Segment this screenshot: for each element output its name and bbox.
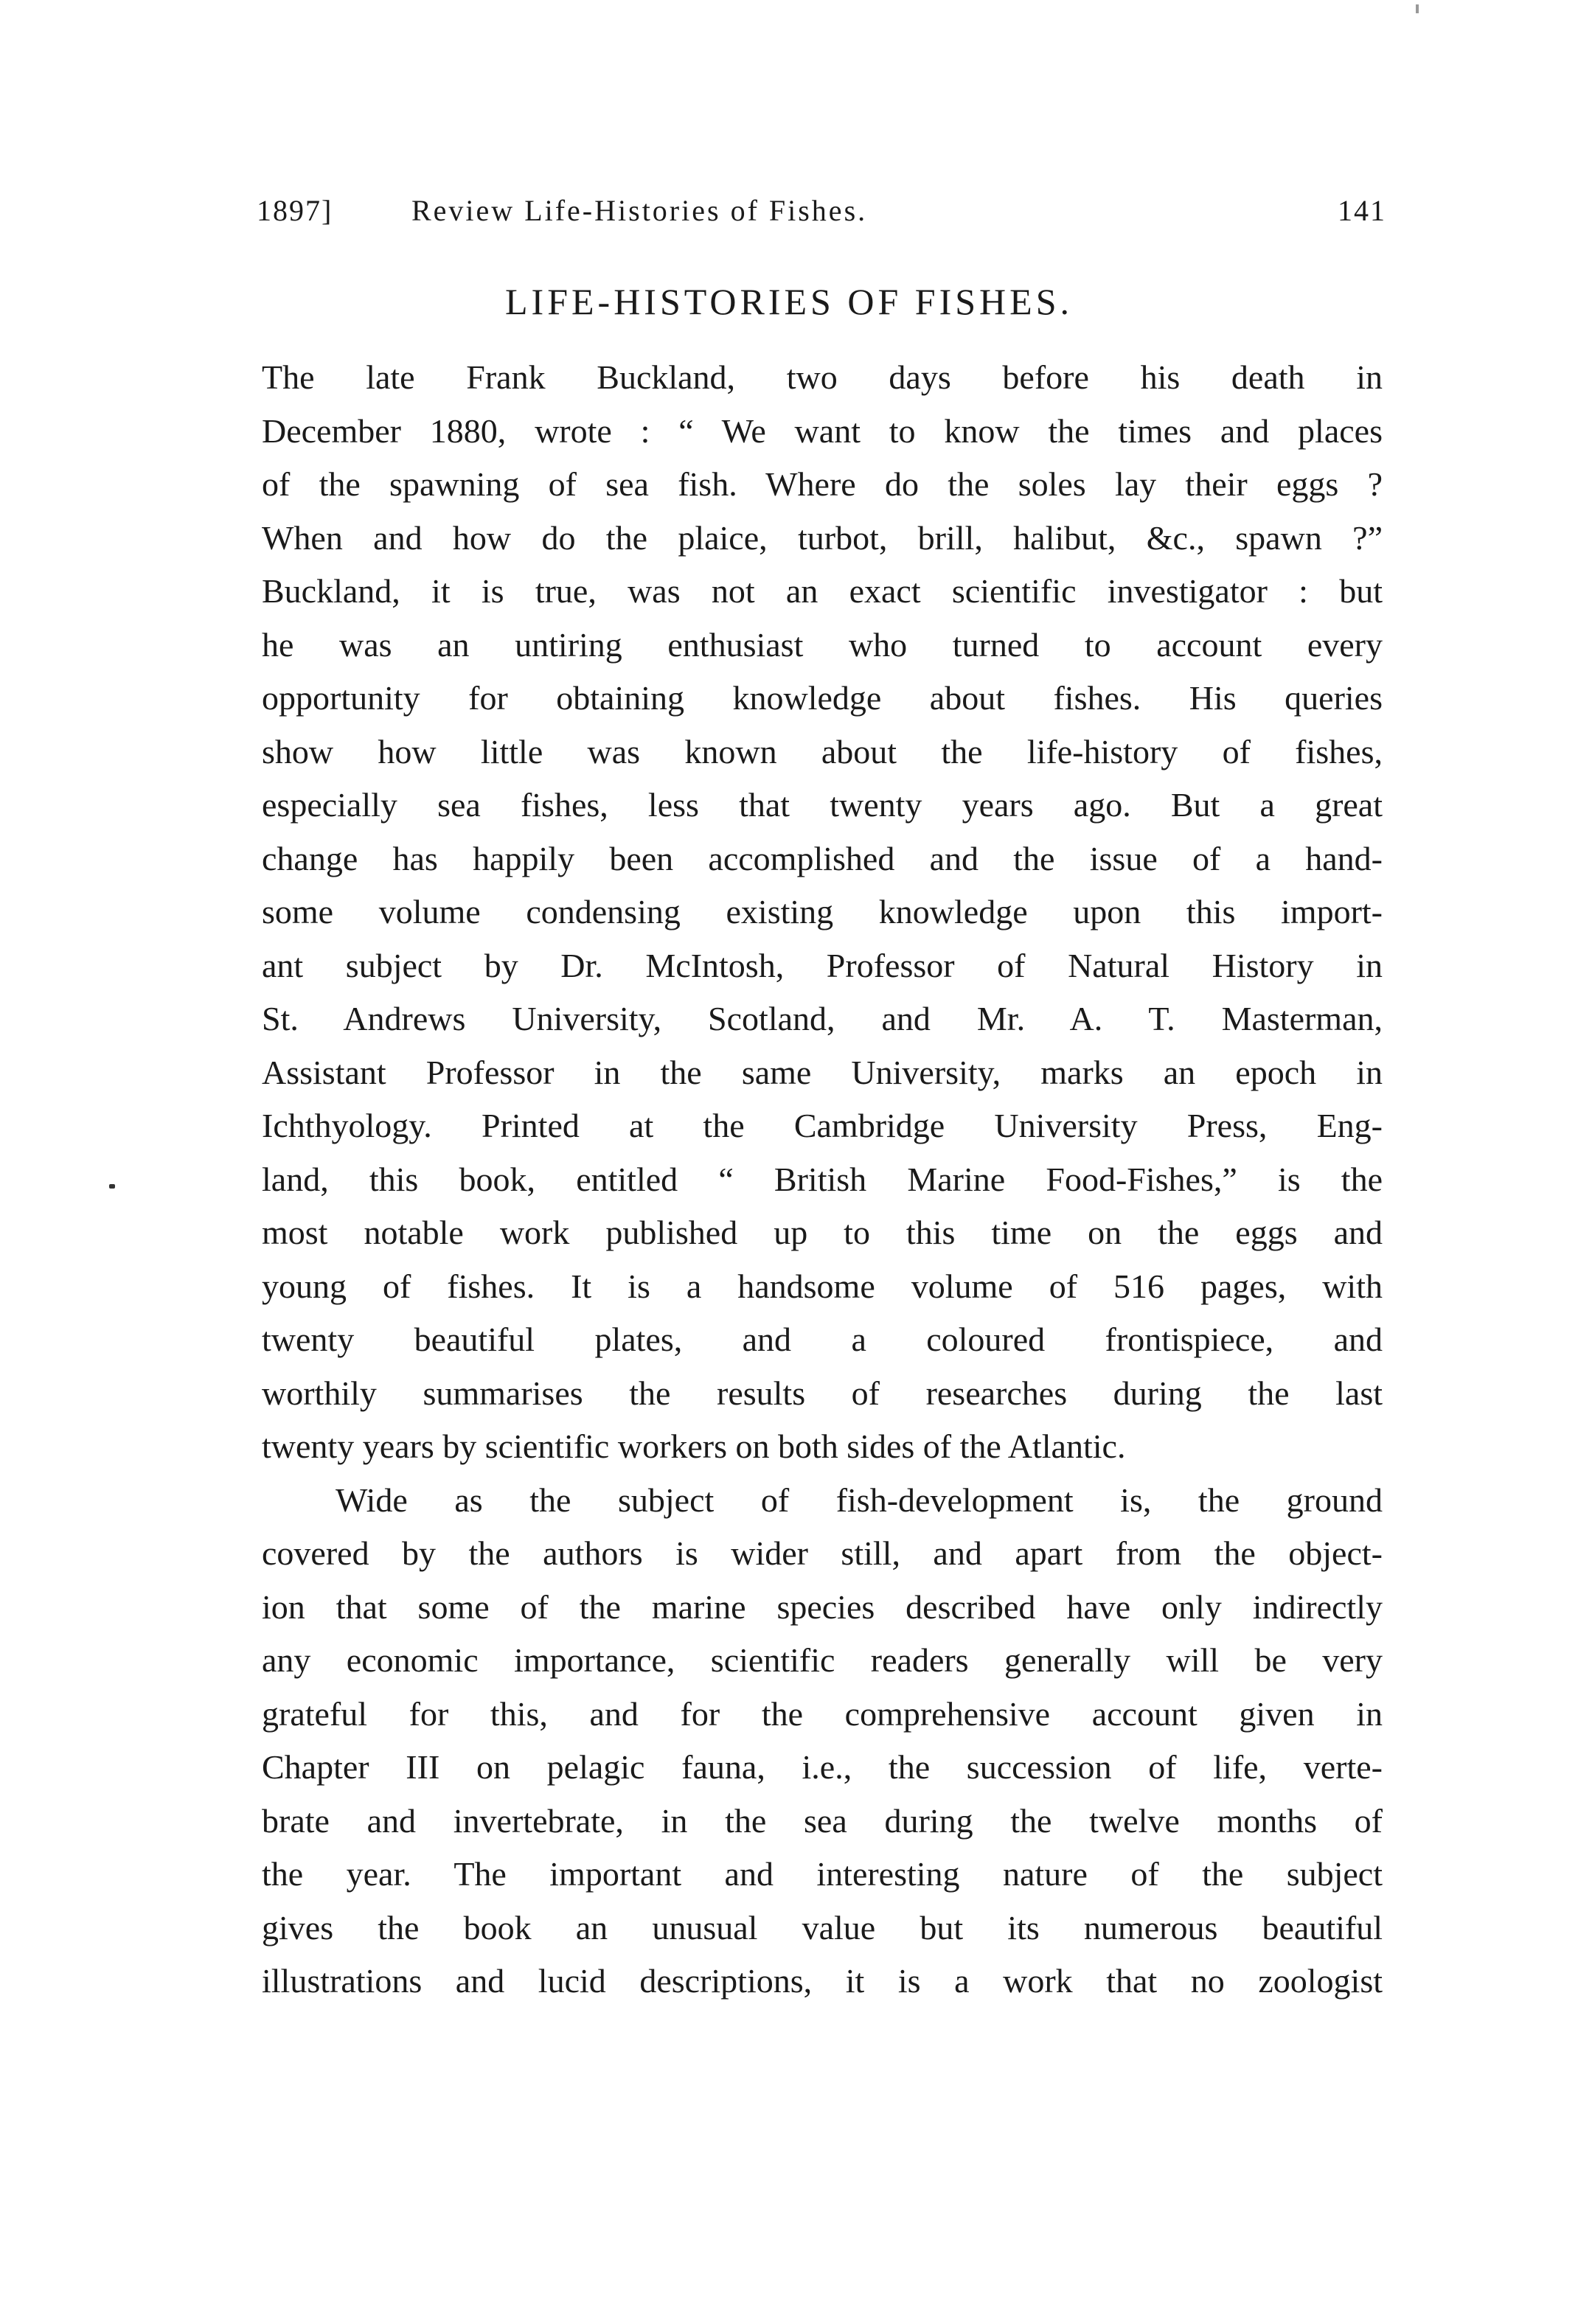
body-text bbox=[262, 351, 1383, 2008]
article-title: LIFE-HISTORIES OF FISHES. bbox=[505, 281, 1073, 322]
text-line: illustrations and lucid descriptions, it is a work that no zoologist bbox=[262, 1962, 1383, 2000]
text-line: he was an untiring enthusiast who turned to account every bbox=[262, 625, 1383, 664]
text-line: ant subject by Dr. McIntosh, Professor of Natural History in bbox=[262, 946, 1383, 984]
text-line: any economic importance, scientific readers generally will be very bbox=[262, 1641, 1383, 1679]
text-line: St. Andrews University, Scotland, and Mr. A. T. Masterman, bbox=[262, 1000, 1383, 1037]
text-line: Buckland, it is true, was not an exact scientific investigator : but bbox=[262, 572, 1383, 610]
text-line: young of fishes. It is a handsome volume of 516 pages, with bbox=[262, 1267, 1383, 1305]
text-line: change has happily been accomplished and the issue of a hand- bbox=[262, 839, 1383, 877]
text-line: When and how do the plaice, turbot, brill, halibut, &c., spawn ?” bbox=[262, 518, 1383, 557]
text-line: some volume condensing existing knowledge upon this import- bbox=[262, 893, 1383, 930]
text-line: twenty beautiful plates, and a coloured frontispiece, and bbox=[262, 1321, 1383, 1358]
text-line: of the spawning of sea fish. Where do the soles lay their eggs ? bbox=[262, 465, 1383, 503]
text-line: especially sea fishes, less that twenty years ago. But a great bbox=[262, 786, 1383, 824]
text-line: covered by the authors is wider still, and apart from the object- bbox=[262, 1534, 1383, 1572]
scan-mark bbox=[1416, 4, 1419, 13]
text-line: twenty years by scientific workers on both sides of the Atlantic. bbox=[262, 1427, 1126, 1465]
text-line: The late Frank Buckland, two days before his death in bbox=[262, 358, 1383, 396]
running-head-title: Review Life-Histories of Fishes. bbox=[411, 194, 868, 227]
text-line: worthily summarises the results of researches during the last bbox=[262, 1374, 1383, 1412]
text-line: Chapter III on pelagic fauna, i.e., the succession of life, verte- bbox=[262, 1748, 1383, 1786]
text-line: show how little was known about the life-history of fishes, bbox=[262, 732, 1383, 770]
margin-mark bbox=[109, 1184, 115, 1189]
text-line: land, this book, entitled “ British Marine Food-Fishes,” is the bbox=[262, 1160, 1383, 1198]
text-line: Ichthyology. Printed at the Cambridge University Press, Eng- bbox=[262, 1107, 1383, 1144]
page-number: 141 bbox=[1338, 194, 1386, 227]
text-line: the year. The important and interesting nature of the subject bbox=[262, 1855, 1383, 1893]
text-line: grateful for this, and for the comprehensive account given in bbox=[262, 1694, 1383, 1733]
text-line: most notable work published up to this time on the eggs and bbox=[262, 1214, 1383, 1251]
text-line: gives the book an unusual value but its numerous beautiful bbox=[262, 1908, 1383, 1946]
running-head bbox=[257, 193, 1386, 240]
running-head-year: 1897] bbox=[257, 194, 333, 227]
text-line: opportunity for obtaining knowledge about fishes. His queries bbox=[262, 679, 1383, 717]
text-line: Wide as the subject of fish-development is, the ground bbox=[336, 1481, 1383, 1519]
text-line: Assistant Professor in the same University, marks an epoch in bbox=[262, 1053, 1383, 1091]
text-line: ion that some of the marine species described have only indirectly bbox=[262, 1587, 1383, 1626]
text-line: December 1880, wrote : “ We want to know the times and places bbox=[262, 411, 1383, 450]
text-line: brate and invertebrate, in the sea during the twelve months of bbox=[262, 1801, 1383, 1840]
